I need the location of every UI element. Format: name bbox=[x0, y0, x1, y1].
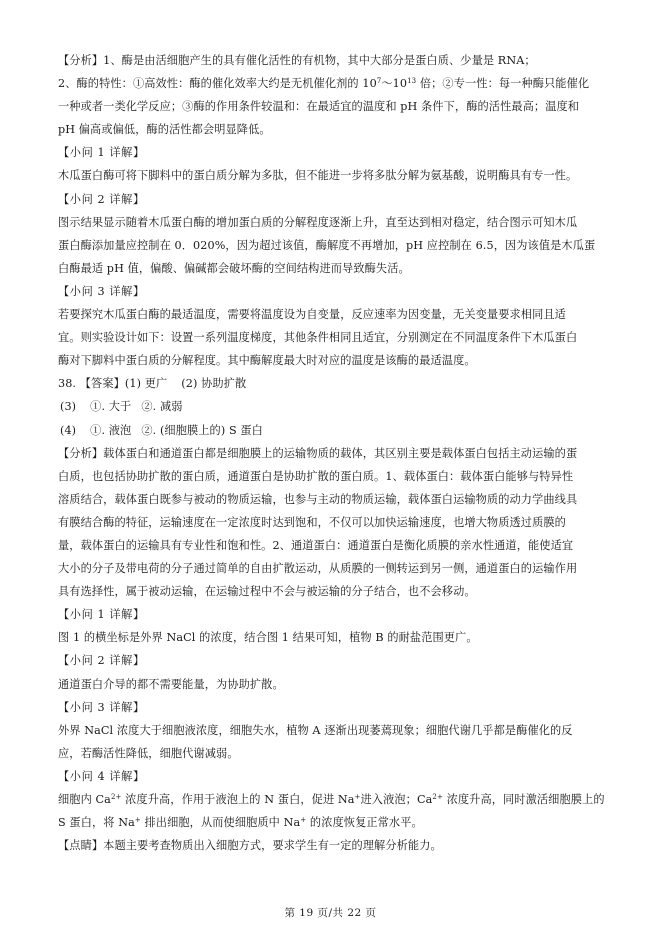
analysis-line: 白质，也包括协助扩散的蛋白质，通道蛋白是协助扩散的蛋白质。1、载体蛋白：载体蛋白能够与特异性 bbox=[58, 469, 574, 483]
superscript: + bbox=[134, 816, 141, 825]
paragraph-line: 宜。则实验设计如下：设置一系列温度梯度，其他条件相同且适宜，分别测定在不同温度条件下木瓜蛋白 bbox=[58, 331, 578, 345]
superscript: 13 bbox=[407, 77, 417, 86]
answer-line bbox=[58, 395, 606, 418]
text-run: ②. (细胞膜上的) S 蛋白 bbox=[141, 423, 263, 437]
text-run: S 蛋白，将 Na bbox=[58, 816, 135, 830]
paragraph-line: 通道蛋白介导的都不需要能量，为协助扩散。 bbox=[58, 677, 284, 691]
superscript: 7 bbox=[376, 77, 382, 86]
text-run: (4) bbox=[60, 423, 77, 437]
section-header: 【小问 2 详解】 bbox=[58, 192, 145, 206]
analysis-line: 【分析】载体蛋白和通道蛋白都是细胞膜上的运输物质的载体，其区别主要是载体蛋白包括主动运输的蛋 bbox=[58, 446, 578, 460]
superscript: 2+ bbox=[432, 793, 443, 801]
section-header: 【小问 1 详解】 bbox=[58, 608, 145, 622]
paragraph-line: 外界 NaCl 浓度大于细胞液浓度，细胞失水，植物 A 逐渐出现萎蔫现象；细胞代谢几乎都是酶催化的反 bbox=[58, 723, 573, 737]
paragraph-line: 蛋白酶添加量应控制在 0．020%，因为超过该值，酶解度不再增加，pH 应控制在 6.5，因为该值是木瓜蛋 bbox=[58, 238, 596, 252]
analysis-line: 大小的分子及带电荷的分子通过简单的自由扩散运动，从质膜的一侧转运到另一侧，通道蛋白的运输作用 bbox=[58, 562, 578, 576]
text-run: 倍；②专一性：每一种酶只能催化 bbox=[416, 77, 590, 91]
text-run: 进入液泡；Ca bbox=[360, 793, 433, 806]
answer-line bbox=[58, 372, 606, 395]
section-header: 【小问 4 详解】 bbox=[58, 769, 145, 783]
text-run: 排出细胞，从而使细胞质中 Na bbox=[140, 816, 301, 830]
analysis-line: pH 偏高或偏低，酶的活性都会明显降低。 bbox=[58, 123, 271, 137]
superscript: 2+ bbox=[110, 793, 122, 801]
analysis-line bbox=[58, 72, 606, 95]
text-run: 浓度升高，作用于液泡上的 N 蛋白，促进 Na bbox=[121, 793, 355, 806]
section-header: 【小问 3 详解】 bbox=[58, 700, 145, 714]
analysis-line: 具有选择性，属于被动运输，在运输过程中不会与被运输的分子结合，也不会移动。 bbox=[58, 585, 476, 599]
paragraph-line: 白酶最适 pH 值，偏酸、偏碱都会破坏酶的空间结构进而导致酶失活。 bbox=[58, 261, 410, 275]
text-run: 浓度升高，同时激活细胞膜上的 bbox=[442, 793, 605, 806]
text-run: ①. 液泡 bbox=[90, 423, 132, 437]
text-run: (2) 协助扩散 bbox=[181, 377, 247, 391]
text-run: ①. 大于 bbox=[90, 400, 132, 414]
text-run: 的浓度恢复正常水平。 bbox=[306, 816, 423, 830]
section-header: 【小问 2 详解】 bbox=[58, 654, 145, 668]
section-header: 【小问 1 详解】 bbox=[58, 146, 145, 160]
analysis-line: 一种或者一类化学反应；③酶的作用条件较温和：在最适宜的温度和 pH 条件下，酶的活性最高；温度和 bbox=[58, 100, 580, 114]
text-run: 细胞内 Ca bbox=[58, 793, 111, 806]
text-run: ～10 bbox=[381, 77, 408, 91]
text-run: ②. 减弱 bbox=[141, 400, 183, 414]
answer-line bbox=[58, 419, 606, 442]
analysis-line: 溶质结合，载体蛋白既参与被动的物质运输，也参与主动的物质运输，载体蛋白运输物质的动力学曲线具 bbox=[58, 492, 578, 506]
paragraph-line: 应，若酶活性降低，细胞代谢减弱。 bbox=[58, 746, 239, 760]
paragraph-line: 图示结果显示随着木瓜蛋白酶的增加蛋白质的分解程度逐渐上升，直至达到相对稳定，结合图示可知木瓜 bbox=[58, 215, 578, 229]
page-number: 第 19 页/共 22 页 bbox=[284, 907, 377, 919]
paragraph-line: 若要探究木瓜蛋白酶的最适温度，需要将温度设为自变量，反应速率为因变量，无关变量要求相同且适 bbox=[58, 308, 566, 322]
superscript: + bbox=[300, 816, 307, 825]
superscript: + bbox=[354, 793, 361, 801]
analysis-line: 有膜结合酶的特征，运输速度在一定浓度时达到饱和，不仅可以加快运输速度，也增大物质透过质膜的 bbox=[58, 515, 566, 529]
paragraph-line: 木瓜蛋白酶可将下脚料中的蛋白质分解为多肽，但不能进一步将多肽分解为氨基酸，说明酶具有专一性。 bbox=[58, 169, 578, 183]
comment-line: 【点睛】本题主要考查物质出入细胞方式，要求学生有一定的理解分析能力。 bbox=[58, 839, 442, 853]
section-header: 【小问 3 详解】 bbox=[58, 284, 145, 298]
paragraph-line: 酶对下脚料中蛋白质的分解程度。其中酶解度最大时对应的温度是该酶的最适温度。 bbox=[58, 354, 476, 368]
text-run: 38. 【答案】(1) 更广 bbox=[58, 377, 168, 391]
paragraph-line bbox=[58, 811, 606, 834]
document-body bbox=[58, 49, 606, 857]
text-run: 2、酶的特性：①高效性：酶的催化效率大约是无机催化剂的 10 bbox=[58, 77, 377, 91]
paragraph-line: 图 1 的横坐标是外界 NaCl 的浓度，结合图 1 结果可知，植物 B 的耐盐范围更广。 bbox=[58, 631, 478, 645]
paragraph-line bbox=[58, 788, 606, 811]
text-run: (3) bbox=[60, 400, 77, 414]
analysis-line: 量，载体蛋白的运输具有专业性和饱和性。2、通道蛋白：通道蛋白是衡化质膜的亲水性通道，能使适宜 bbox=[58, 538, 574, 552]
analysis-line: 【分析】1、酶是由活细胞产生的具有催化活性的有机物，其中大部分是蛋白质、少量是 RNA； bbox=[58, 54, 536, 67]
